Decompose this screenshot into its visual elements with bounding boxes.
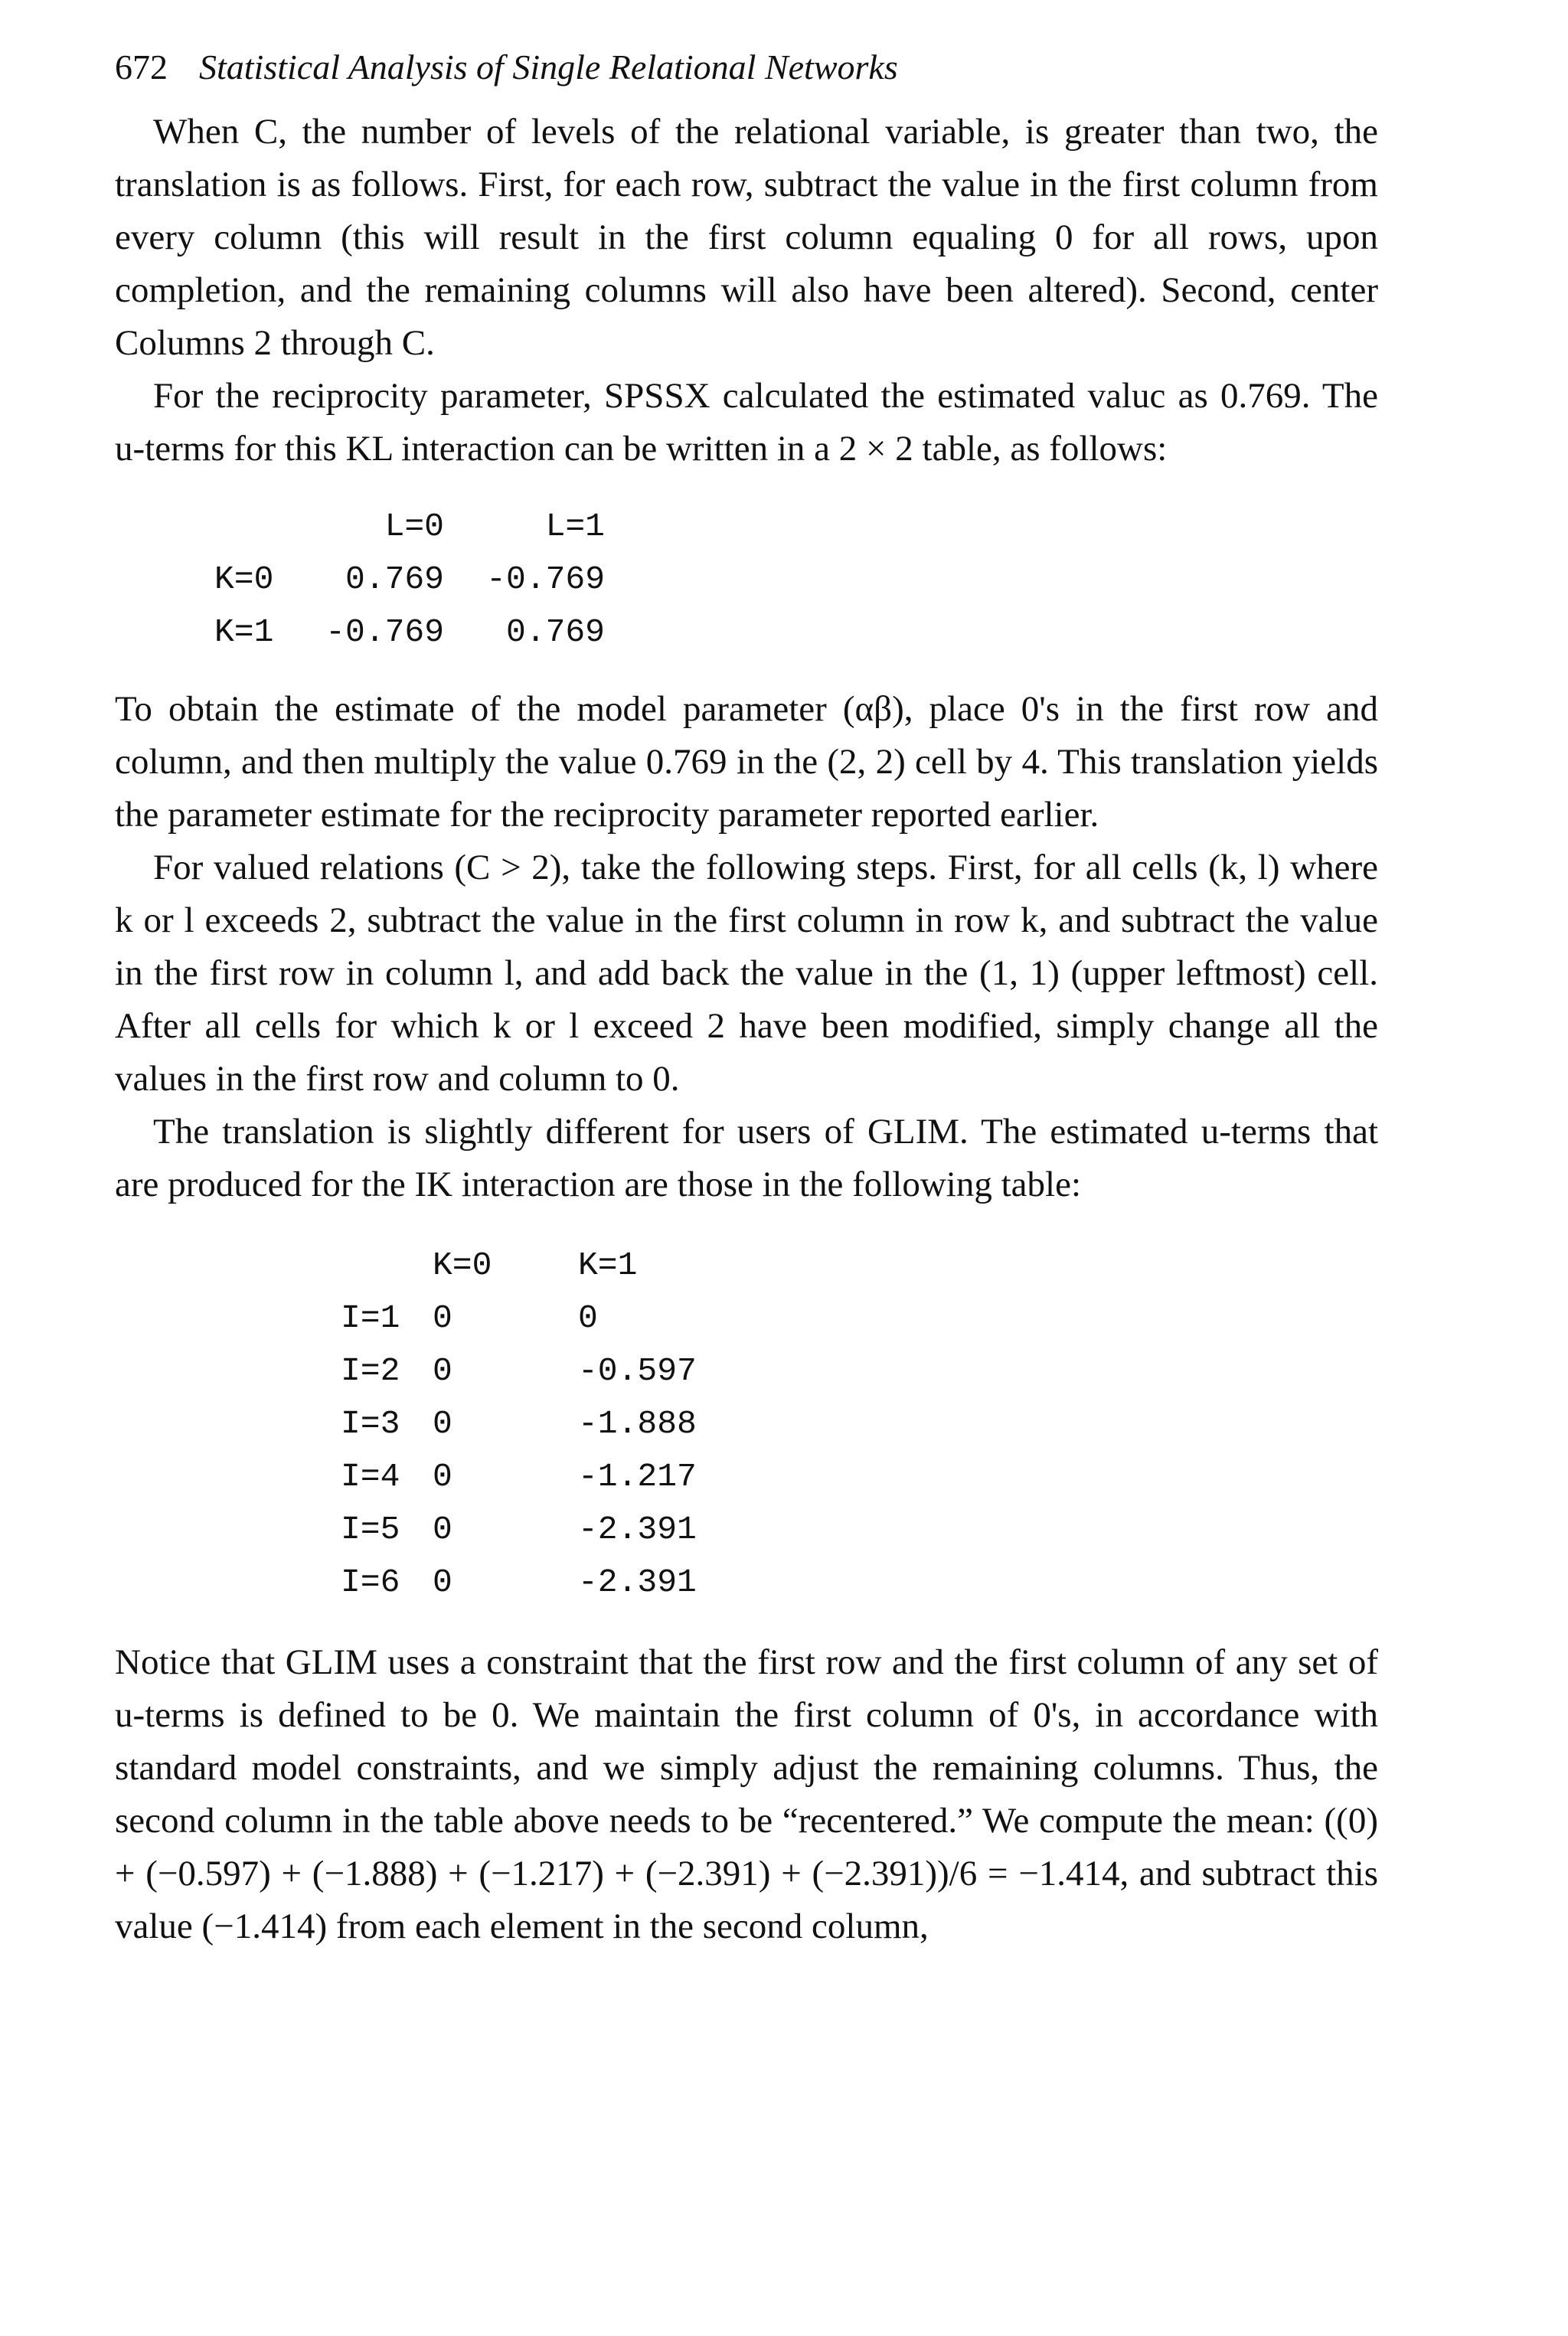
running-head xyxy=(115,46,1378,89)
paragraph-glim-constraint: Notice that GLIM uses a constraint that the first row and the first column of any set of u-terms is defined to be 0. We maintain the first column of 0's, in accordance with standard model constraints, and we simply adjust the remaining columns. Thus, the second column in the table above needs to be “recentered.” We compute the mean: ((0) + (−0.597) + (−1.888) + (−1.217) + (−2.391) + (−2.391))/6 = −1.414, and subtract this value (−1.414) from each element in the second column, xyxy=(115,1642,1378,1946)
table-cell: -0.769 xyxy=(325,613,444,651)
table-cell: -0.597 xyxy=(578,1352,697,1390)
row-label: I=4 xyxy=(341,1458,400,1495)
column-header-k0: K=0 xyxy=(433,1246,492,1284)
table-row xyxy=(214,606,605,658)
table-cell: 0.769 xyxy=(345,560,444,598)
table-cell: -2.391 xyxy=(578,1511,697,1548)
table-cell: 0 xyxy=(433,1352,452,1390)
table-header-row xyxy=(341,1239,731,1292)
row-label: I=6 xyxy=(341,1563,400,1601)
row-label: I=3 xyxy=(341,1405,400,1442)
table-row xyxy=(214,553,605,606)
row-label: K=0 xyxy=(214,560,274,598)
paragraph-valued-relations: For valued relations (C > 2), take the following steps. First, for all cells (k, l) where k or l exceeds 2, subtract the value in the first column in row k, and subtract the value in the first row in column l, and add back the value in the (1, 1) (upper leftmost) cell. After all cells for which k or l exceed 2 have been modified, simply change all the values in the first row and column to 0. xyxy=(115,848,1378,1099)
page-number: 672 xyxy=(115,47,168,87)
table-cell: 0 xyxy=(433,1458,452,1495)
row-label: I=1 xyxy=(341,1299,400,1337)
paragraph-model-parameter: To obtain the estimate of the model parameter (αβ), place 0's in the first row and column, and then multiply the value 0.769 in the (2, 2) cell by 4. This translation yields the parameter estimate for the reciprocity parameter reported earlier. xyxy=(115,689,1378,835)
table-row xyxy=(341,1397,731,1450)
table-cell: 0.769 xyxy=(505,613,605,651)
paragraph-levels-translation: When C, the number of levels of the relational variable, is greater than two, the translation is as follows. First, for each row, subtract the value in the first column from every column (this will result in the first column equaling 0 for all rows, upon completion, and the remaining columns will also have been altered). Second, center Columns 2 through C. xyxy=(115,112,1378,363)
table-row xyxy=(341,1292,731,1344)
table-row xyxy=(341,1556,731,1609)
paragraph-glim-translation: The translation is slightly different for users of GLIM. The estimated u-terms that are produced for the IK interaction are those in the following table: xyxy=(115,1112,1378,1204)
kl-interaction-table xyxy=(214,500,605,658)
table-cell: 0 xyxy=(578,1299,598,1337)
column-header-k1: K=1 xyxy=(578,1246,638,1284)
table-row xyxy=(341,1344,731,1397)
table-cell: 0 xyxy=(433,1405,452,1442)
table-corner-cell xyxy=(214,500,306,553)
table-header-row xyxy=(214,500,605,553)
row-label: I=5 xyxy=(341,1511,400,1548)
running-title: Statistical Analysis of Single Relational Networks xyxy=(199,47,898,87)
table-cell: -1.888 xyxy=(578,1405,697,1442)
column-header-l0: L=0 xyxy=(384,508,444,545)
table-cell: 0 xyxy=(433,1563,452,1601)
book-page xyxy=(115,46,1378,1953)
row-label: I=2 xyxy=(341,1352,400,1390)
table-cell: -1.217 xyxy=(578,1458,697,1495)
row-label: K=1 xyxy=(214,613,274,651)
ik-interaction-table xyxy=(341,1239,731,1609)
table-cell: 0 xyxy=(433,1299,452,1337)
table-cell: -0.769 xyxy=(486,560,605,598)
table-cell: -2.391 xyxy=(578,1563,697,1601)
table-corner-cell xyxy=(341,1239,433,1292)
column-header-l1: L=1 xyxy=(545,508,605,545)
table-row xyxy=(341,1503,731,1556)
table-cell: 0 xyxy=(433,1511,452,1548)
table-row xyxy=(341,1450,731,1503)
paragraph-reciprocity-parameter: For the reciprocity parameter, SPSSX calculated the estimated valuc as 0.769. The u-terms for this KL interaction can be written in a 2 × 2 table, as follows: xyxy=(115,376,1378,469)
